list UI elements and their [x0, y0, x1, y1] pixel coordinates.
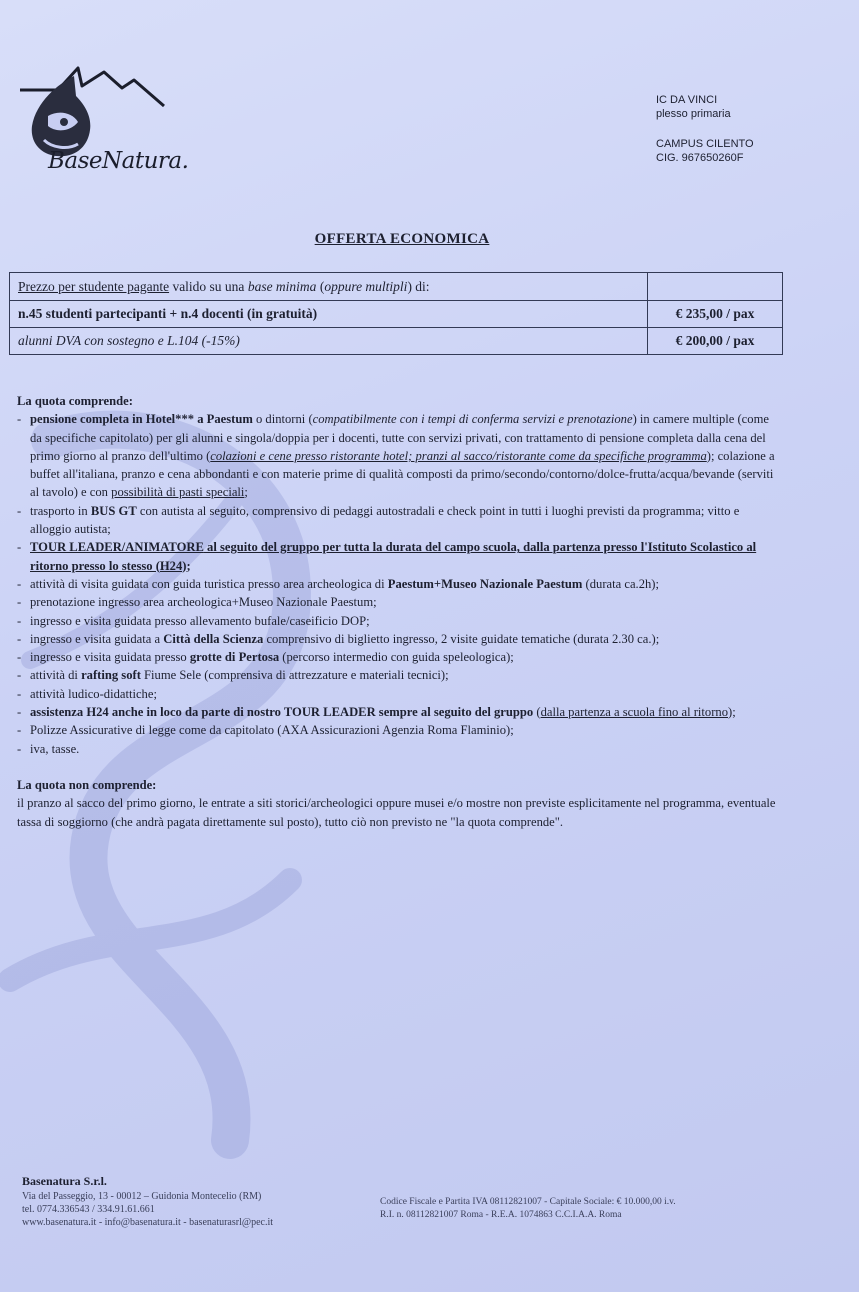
list-item: - attività di visita guidata con guida turistica presso area archeologica di Paestum+Museo Nazionale Paestum (durata ca.2h); — [17, 576, 659, 591]
list-item: - pensione completa in Hotel*** a Paestum o dintorni (compatibilmente con i tempi di conferma servizi e prenotazione) in camere multiple (come da specifiche capitolato) per gli alunni e singola/doppia per i docenti, tutte con servizi privati, con trattamento di pensione completa dalla cena del primo giorno al pranzo dell'ultimo (colazioni e cene presso ristorante hotel; pranzi al sacco/ristorante come da specifiche programma); colazione a buffet all'italiana, pranzo e cena abbondanti e con materie prime di qualità composti da primo/secondo/contorno/dolce-frutta/acqua/bevande (serviti al tavolo) e con possibilità di pasti speciali; — [17, 412, 775, 500]
list-item: - iva, tasse. — [17, 741, 80, 756]
list-item: - prenotazione ingresso area archeologica+Museo Nazionale Paestum; — [17, 595, 377, 610]
row-label: alunni DVA con sostegno e L.104 (-15%) — [10, 328, 648, 355]
footer-company — [22, 1175, 273, 1229]
offer-details — [17, 392, 779, 831]
row-price: € 235,00 / pax — [648, 301, 783, 328]
list-item: - attività di rafting soft Fiume Sele (comprensiva di attrezzature e materiali tecnici); — [17, 668, 449, 683]
price-table-header-cell: Prezzo per studente pagante valido su una base minima (oppure multipli) di: — [10, 273, 648, 301]
company-web: www.basenatura.it - info@basenatura.it - basenaturasrl@pec.it — [22, 1217, 274, 1228]
campus-name: CAMPUS CILENTO — [656, 138, 754, 150]
price-table — [9, 272, 783, 355]
fiscal-line-2: R.I. n. 08112821007 Roma - R.E.A. 1074863 C.C.I.A.A. Roma — [380, 1210, 622, 1220]
price-table-header-empty — [648, 273, 783, 301]
company-name: Basenatura S.r.l. — [22, 1174, 107, 1188]
includes-heading: La quota comprende: — [17, 394, 133, 408]
fiscal-line-1: Codice Fiscale e Partita IVA 08112821007 - Capitale Sociale: € 10.000,00 i.v. — [380, 1197, 676, 1207]
list-item: - assistenza H24 anche in loco da parte di nostro TOUR LEADER sempre al seguito del gruppo (dalla partenza a scuola fino al ritorno); — [17, 705, 736, 720]
school-plesso: plesso primaria — [656, 108, 731, 120]
excludes-heading: La quota non comprende: — [17, 777, 157, 792]
table-row — [10, 301, 783, 328]
recipient-block — [656, 93, 754, 165]
list-item: - ingresso e visita guidata presso allevamento bufale/caseificio DOP; — [17, 613, 370, 628]
list-item: - Polizze Assicurative di legge come da capitolato (AXA Assicurazioni Agenzia Roma Flaminio); — [17, 723, 514, 738]
price-table-header — [10, 273, 783, 301]
excludes-text: il pranzo al sacco del primo giorno, le entrate a siti storici/archeologici oppure musei e/o mostre non previste esplicitamente nel programma, eventuale tassa di soggiorno (che andrà pagata direttamente sul posto), tutto ciò non previsto ne "la quota comprende". — [17, 796, 776, 829]
list-item: - ingresso e visita guidata presso grotte di Pertosa (percorso intermedio con guida speleologica); — [17, 650, 514, 665]
school-name: IC DA VINCI — [656, 94, 718, 106]
footer-fiscal — [380, 1196, 676, 1222]
cig-code: CIG. 967650260F — [656, 152, 744, 164]
logo-wordmark: BaseNatura. — [48, 148, 189, 174]
company-address: Via del Passeggio, 13 - 00012 – Guidonia Montecelio (RM) — [22, 1191, 262, 1202]
row-price: € 200,00 / pax — [648, 328, 783, 355]
list-item: - ingresso e visita guidata a Città della Scienza comprensivo di biglietto ingresso, 2 visite guidate tematiche (durata 2.30 ca.); — [17, 631, 660, 646]
page-title: OFFERTA ECONOMICA — [314, 231, 490, 247]
table-row — [10, 328, 783, 355]
list-item: - trasporto in BUS GT con autista al seguito, comprensivo di pedaggi autostradali e check point in tutti i luoghi previsti da programma; vitto e alloggio autista; — [17, 503, 740, 537]
list-item: - attività ludico-didattiche; — [17, 686, 157, 701]
row-label: n.45 studenti partecipanti + n.4 docenti (in gratuità) — [10, 301, 648, 328]
list-item: - TOUR LEADER/ANIMATORE al seguito del gruppo per tutta la durata del campo scuola, dalla partenza presso l'Istituto Scolastico al ritorno presso lo stesso (H24); — [17, 540, 757, 573]
company-phone: tel. 0774.336543 / 334.91.61.661 — [22, 1204, 155, 1215]
